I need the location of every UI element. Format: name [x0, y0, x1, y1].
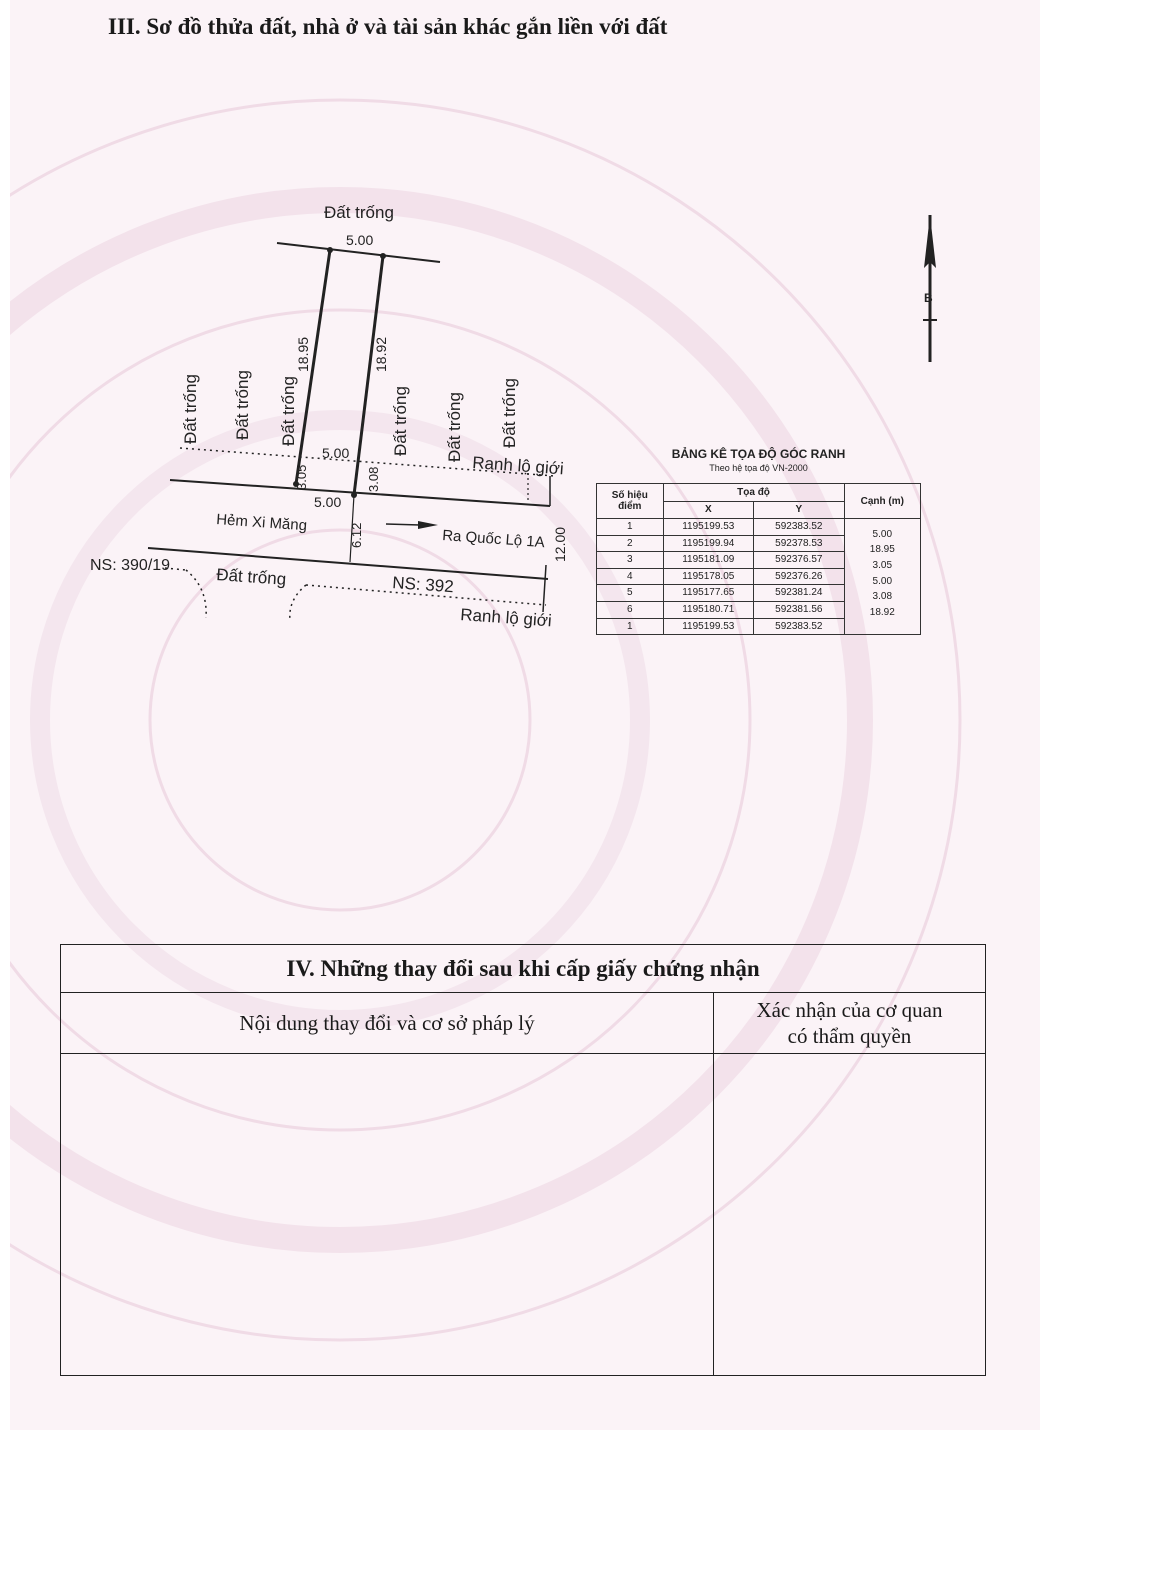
cell-point: 5: [597, 585, 664, 602]
label-boundary-1: Ranh lộ giới: [471, 453, 565, 479]
label-empty-w2: Đất trống: [233, 370, 252, 440]
label-house-no-left: NS: 390/19: [90, 557, 171, 574]
col-x: X: [663, 501, 754, 519]
cell-point: 3: [597, 552, 664, 569]
label-empty-w1: Đất trống: [181, 374, 200, 444]
label-empty-south: Đất trống: [215, 565, 287, 589]
col-point: Số hiệu điểm: [597, 484, 664, 519]
edge-value: 18.95: [869, 544, 895, 556]
north-arrow-icon: [923, 215, 937, 362]
cell-y: 592378.53: [754, 535, 845, 552]
label-to-highway: Ra Quốc Lộ 1A: [441, 527, 546, 552]
cell-x: 1195177.65: [663, 585, 754, 602]
coord-table-subtitle: Theo hệ tọa độ VN-2000: [709, 463, 808, 473]
cell-point: 6: [597, 601, 664, 618]
right-curve: [290, 585, 306, 620]
north-arrow-label: B: [924, 291, 933, 305]
changes-table: [60, 944, 986, 1376]
cell-x: 1195199.94: [663, 535, 754, 552]
dim-road-width: 12.00: [552, 526, 568, 562]
section-3-title: III. Sơ đồ thửa đất, nhà ở và tài sản khác gắn liền với đất: [108, 14, 668, 39]
cell-y: 592376.57: [754, 552, 845, 569]
label-empty-e1: Đất trống: [391, 386, 410, 456]
coord-table-title: BẢNG KÊ TỌA ĐỘ GÓC RANH: [671, 447, 846, 461]
cell-x: 1195199.53: [663, 519, 754, 536]
cell-point: 2: [597, 535, 664, 552]
label-empty-w3: Đất trống: [279, 376, 298, 446]
coordinate-table: [596, 483, 921, 635]
section-4-title: IV. Những thay đổi sau khi cấp giấy chứng nhận: [61, 945, 986, 993]
cell-point: 1: [597, 519, 664, 536]
cell-point: 1: [597, 618, 664, 635]
label-empty-top: Đất trống: [324, 203, 394, 222]
certificate-page: [10, 0, 1040, 1430]
col-edge: Cạnh (m): [844, 484, 920, 519]
dim-right-setback: 3.08: [366, 466, 381, 492]
cell-x: 1195181.09: [663, 552, 754, 569]
edge-value: 5.00: [872, 575, 893, 587]
cell-point: 4: [597, 568, 664, 585]
cell-y: 592381.24: [754, 585, 845, 602]
col-coords: Tọa độ: [663, 484, 844, 502]
cell-x: 1195199.53: [663, 618, 754, 635]
edge-value: 3.05: [872, 559, 893, 571]
dim-left-side: 18.95: [295, 336, 311, 372]
dim-left-setback: 3.05: [294, 464, 309, 490]
rear-road-edge-line: [148, 548, 548, 579]
label-alley: Hẻm Xi Măng: [215, 511, 308, 535]
edge-value: 18.92: [869, 606, 895, 618]
changes-content-cell[interactable]: [61, 1054, 714, 1376]
label-house-no-right: NS: 392: [391, 573, 455, 597]
cell-y: 592383.52: [754, 519, 845, 536]
edge-value: 3.08: [872, 591, 893, 603]
cell-y: 592376.26: [754, 568, 845, 585]
table-row: [597, 519, 921, 536]
dim-top-width: 5.00: [346, 232, 374, 248]
col-y: Y: [754, 501, 845, 519]
dim-alley-offset: 6.12: [349, 522, 364, 548]
label-boundary-2: Ranh lộ giới: [459, 605, 553, 631]
label-empty-e2: Đất trống: [445, 392, 464, 462]
edge-value: 5.00: [872, 528, 893, 540]
right-side-line: [354, 256, 383, 495]
cell-x: 1195180.71: [663, 601, 754, 618]
front-road-edge-line: [170, 480, 550, 506]
cell-y: 592383.52: [754, 618, 845, 635]
changes-content-header: Nội dung thay đổi và cơ sở pháp lý: [61, 993, 714, 1054]
changes-confirmation-header: Xác nhận của cơ quan có thẩm quyền: [714, 993, 986, 1054]
cell-y: 592381.56: [754, 601, 845, 618]
left-curve: [186, 570, 206, 618]
dim-mid-width: 5.00: [322, 445, 350, 461]
cell-x: 1195178.05: [663, 568, 754, 585]
dim-front-width: 5.00: [314, 494, 342, 510]
dim-right-side: 18.92: [373, 336, 389, 372]
label-empty-e3: Đất trống: [500, 378, 519, 448]
changes-confirmation-cell[interactable]: [714, 1054, 986, 1376]
edges-cell: [844, 519, 920, 635]
